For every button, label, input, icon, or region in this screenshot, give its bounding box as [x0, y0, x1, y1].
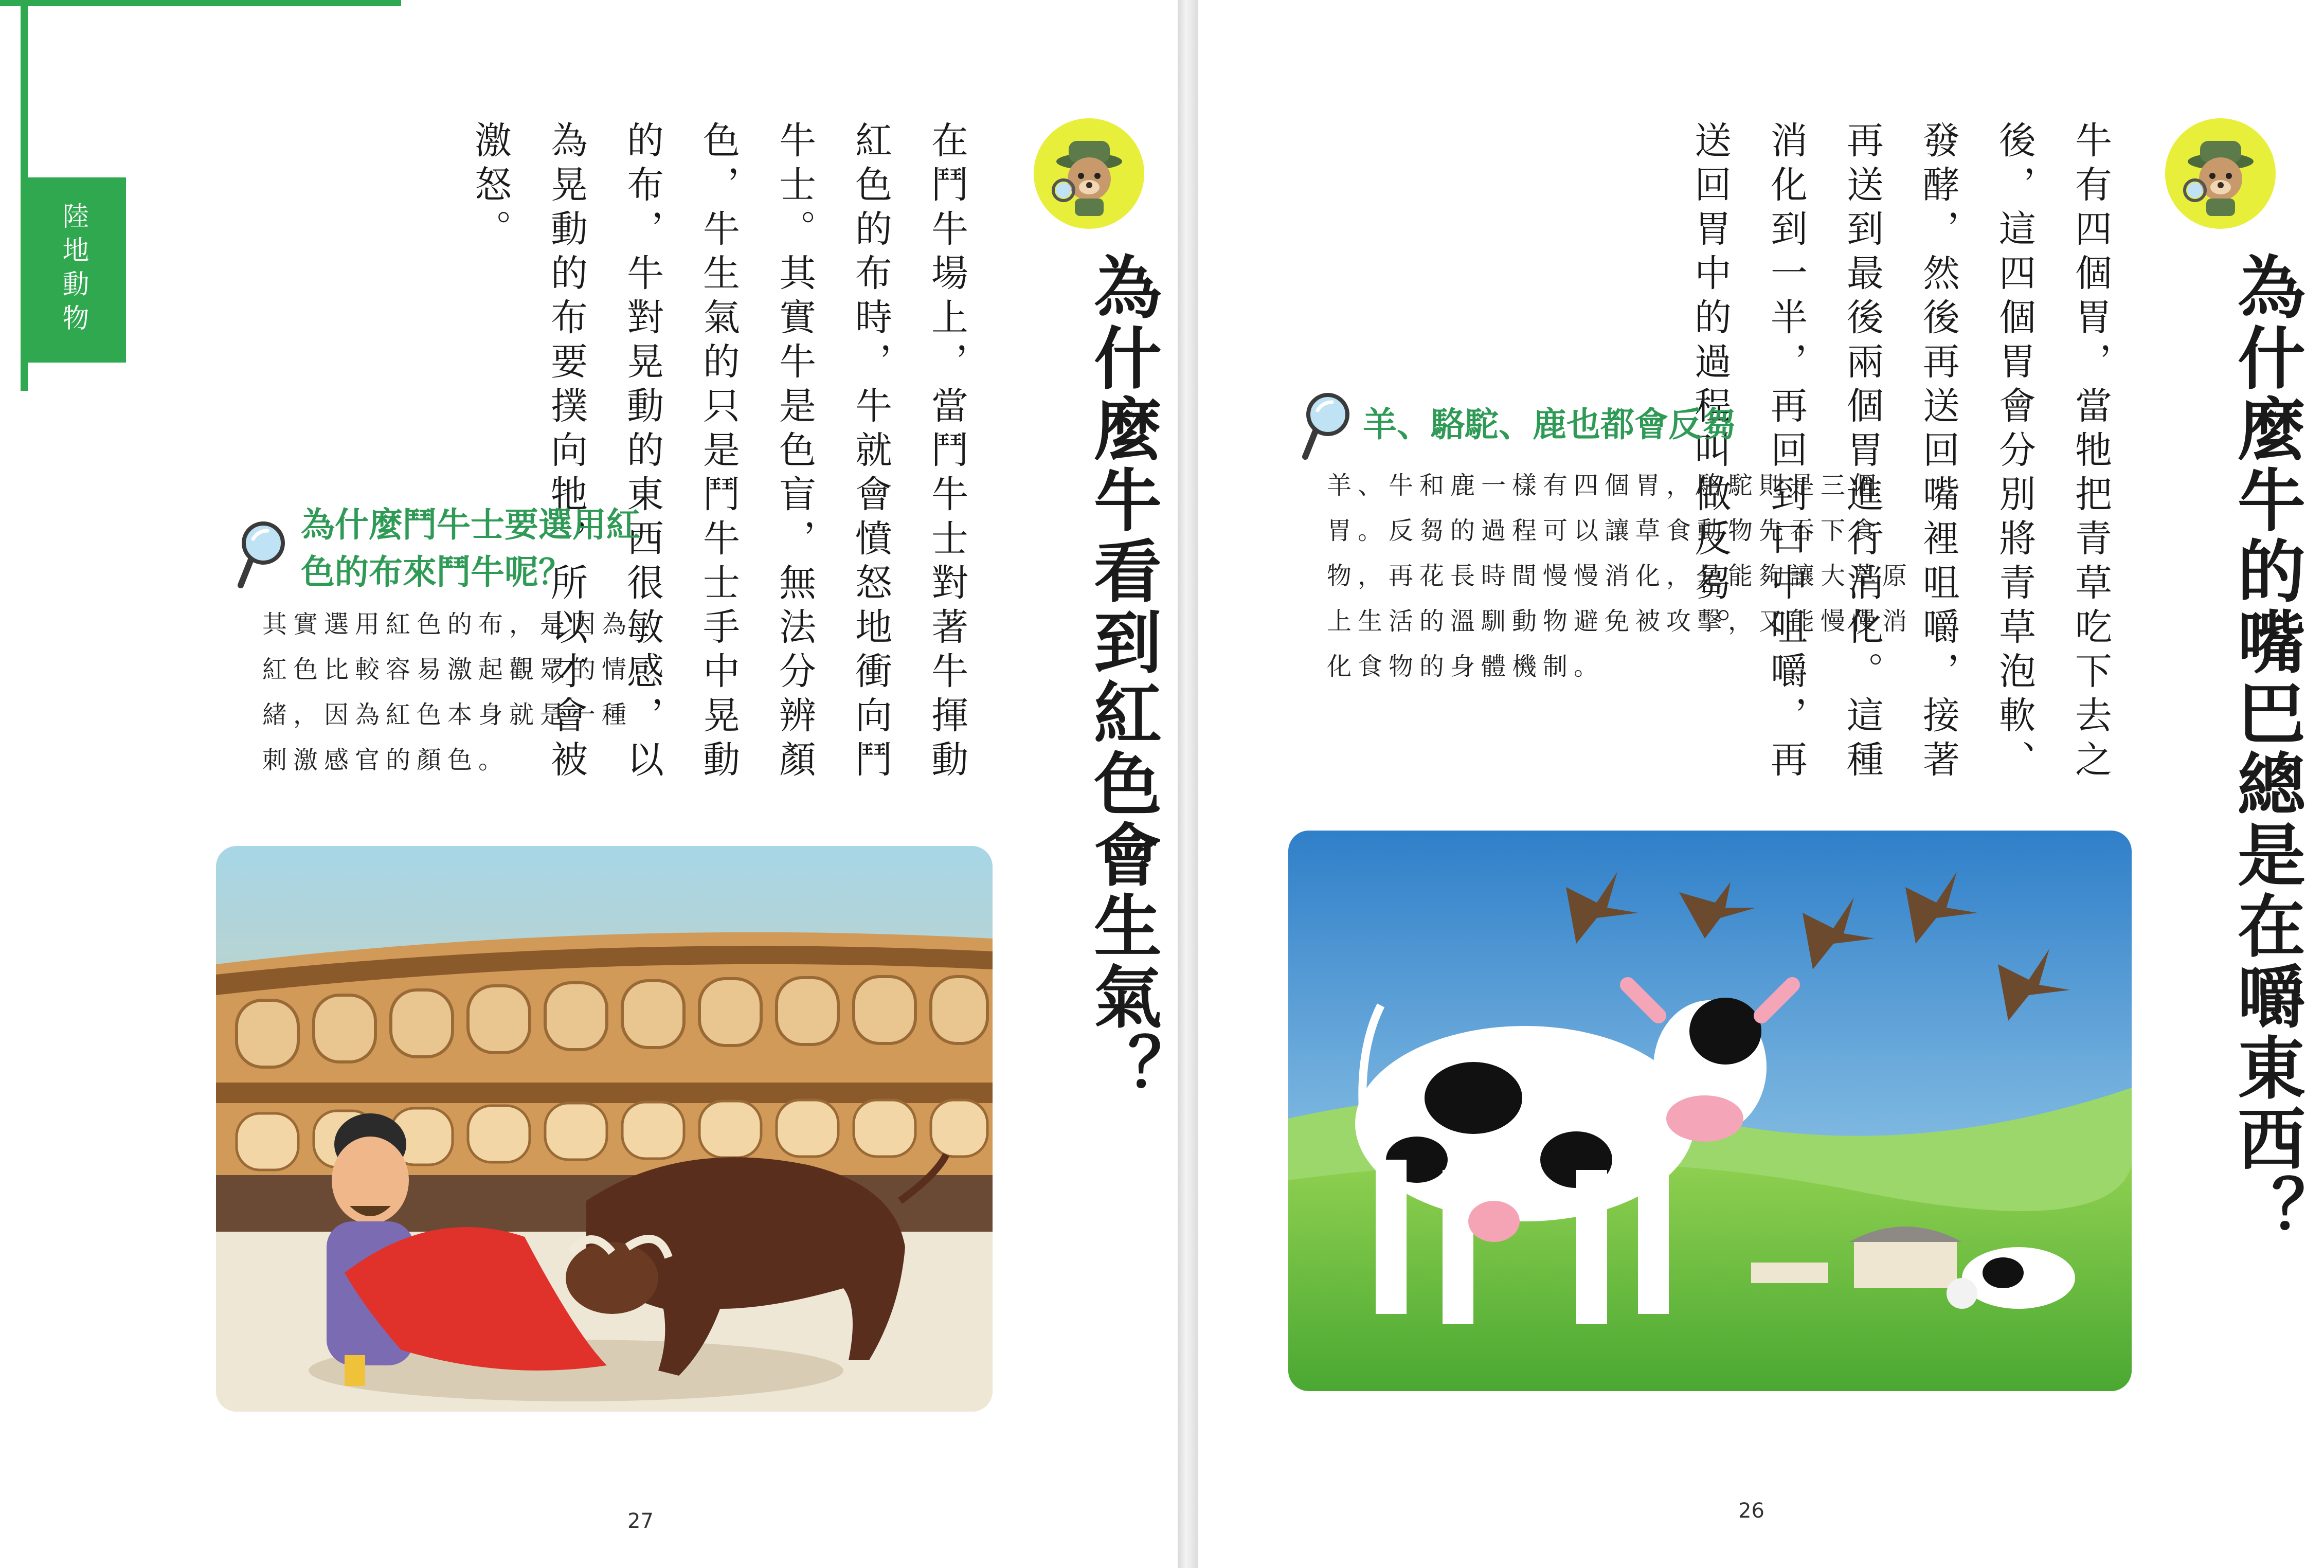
body-text: 在鬥牛場上，當鬥牛士對著牛揮動紅色的布時，牛就會憤怒地衝向鬥牛士。其實牛是色盲，無法分辨顏色，牛生氣的只是鬥牛士手中晃動的布，牛對晃動的東西很敏感，以為晃動的布要撲向牠，所以才會被激怒。: [469, 121, 968, 784]
box-title: 羊、駱駝、鹿也都會反芻: [1363, 405, 1736, 444]
bullfight-illustration: [216, 846, 993, 1412]
top-green-strip: [0, 0, 401, 6]
page-title: 為什麼牛的嘴巴總是在嚼東西？: [2226, 252, 2305, 1246]
detective-bear-icon: [2165, 118, 2276, 229]
page-title: 為什麼牛看到紅色會生氣？: [1082, 252, 1161, 1104]
body-text: 牛有四個胃，當牠把青草吃下去之後，這四個胃會分別將青草泡軟、發酵，然後再送回嘴裡咀嚼，接著再送到最後兩個胃進行消化。這種消化到一半，再回到口中咀嚼，再送回胃中的過程叫做反芻。: [1688, 121, 2112, 784]
cow-pasture-illustration: [1288, 831, 2132, 1391]
magnifier-icon: [237, 519, 288, 591]
box-title: 為什麼鬥牛士要選用紅色的布來鬥牛呢？: [301, 505, 640, 592]
page-number: 27: [627, 1509, 654, 1533]
page-number: 26: [1738, 1499, 1764, 1523]
box-text: 羊、牛和鹿一樣有四個胃，駱駝則是三個胃。反芻的過程可以讓草食動物先吞下食物，再花長時間慢慢消化，是能夠讓大草原上生活的溫馴動物避免被攻擊，又能慢慢消化食物的身體機制。: [1327, 471, 1914, 681]
book-gutter: [1178, 0, 1198, 1568]
detective-bear-icon: [1034, 118, 1144, 229]
page-26: [1198, 0, 2324, 1568]
box-text: 其實選用紅色的布，是因為紅色比較容易激起觀眾的情緒，因為紅色本身就是一種刺激感官的顏色。: [262, 610, 633, 774]
magnifier-icon: [1301, 391, 1353, 463]
section-tab-label: 陸地動物: [58, 202, 88, 338]
